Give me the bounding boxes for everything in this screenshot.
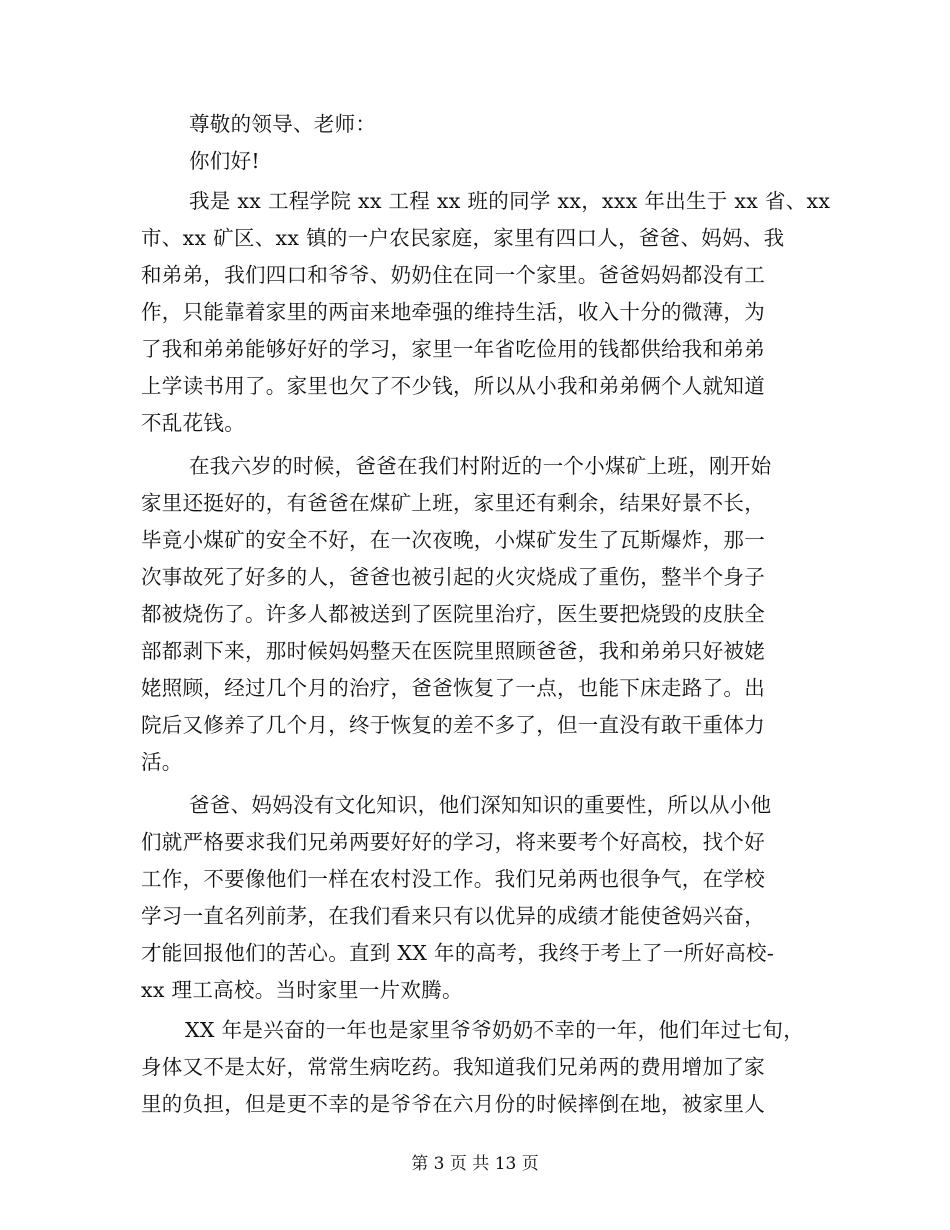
paragraph-3 xyxy=(141,787,811,1009)
text-line: 里的负担，但是更不幸的是爷爷在六月份的时候摔倒在地，被家里人 xyxy=(141,1092,765,1116)
text-line: 市、xx 矿区、xx 镇的一户农民家庭，家里有四口人，爸爸、妈妈、我 xyxy=(141,226,785,250)
text-line: 上学读书用了。家里也欠了不少钱，所以从小我和弟弟俩个人就知道 xyxy=(141,374,765,398)
text-line: 在我六岁的时候，爸爸在我们村附近的一个小煤矿上班，刚开始 xyxy=(189,454,772,478)
text-line: 院后又修养了几个月，终于恢复的差不多了，但一直没有敢干重体力 xyxy=(141,713,765,737)
text-line: 作，只能靠着家里的两亩来地牵强的维持生活，收入十分的微薄，为 xyxy=(141,300,765,324)
text-line: 不乱花钱。 xyxy=(141,411,245,435)
salutation: 尊敬的领导、老师： xyxy=(189,112,377,136)
page-number-footer: 第 3 页 共 13 页 xyxy=(411,1154,539,1174)
text-line: 部都剥下来，那时候妈妈整天在医院里照顾爸爸，我和弟弟只好被姥 xyxy=(141,639,765,663)
paragraph-1 xyxy=(141,183,831,442)
text-line: 我是 xx 工程学院 xx 工程 xx 班的同学 xx，xxx 年出生于 xx 省、xx xyxy=(189,189,831,213)
text-line: 毕竟小煤矿的安全不好，在一次夜晚，小煤矿发生了瓦斯爆炸，那一 xyxy=(141,528,765,552)
text-line: 活。 xyxy=(141,750,183,774)
letter-body xyxy=(141,106,831,1123)
text-line: 才能回报他们的苦心。直到 XX 年的高考，我终于考上了一所好高校- xyxy=(141,941,775,965)
text-line: 了我和弟弟能够好好的学习，家里一年省吃俭用的钱都供给我和弟弟 xyxy=(141,337,765,361)
text-line: 爸爸、妈妈没有文化知识，他们深知知识的重要性，所以从小他 xyxy=(189,793,772,817)
text-line: 次事故死了好多的人，爸爸也被引起的火灾烧成了重伤，整半个身子 xyxy=(141,565,765,589)
text-line: 家里还挺好的，有爸爸在煤矿上班，家里还有剩余，结果好景不长， xyxy=(141,491,765,515)
text-line: 工作，不要像他们一样在农村没工作。我们兄弟两也很争气，在学校 xyxy=(141,867,765,891)
text-line: XX 年是兴奋的一年也是家里爷爷奶奶不幸的一年，他们年过七旬， xyxy=(185,1018,805,1042)
text-line: xx 理工高校。当时家里一片欢腾。 xyxy=(141,978,463,1002)
text-line: 都被烧伤了。许多人都被送到了医院里治疗，医生要把烧毁的皮肤全 xyxy=(141,602,765,626)
text-line: 和弟弟，我们四口和爷爷、奶奶住在同一个家里。爸爸妈妈都没有工 xyxy=(141,263,765,287)
text-line: 学习一直名列前茅，在我们看来只有以优异的成绩才能使爸妈兴奋， xyxy=(141,904,765,928)
text-line: 身体又不是太好，常常生病吃药。我知道我们兄弟两的费用增加了家 xyxy=(141,1055,765,1079)
text-line: 们就严格要求我们兄弟两要好好的学习，将来要考个好高校，找个好 xyxy=(141,830,765,854)
paragraph-4 xyxy=(141,1012,811,1123)
paragraph-2 xyxy=(141,448,811,781)
greeting: 你们好! xyxy=(189,149,260,173)
text-line: 姥照顾，经过几个月的治疗，爸爸恢复了一点，也能下床走路了。出 xyxy=(141,676,765,700)
